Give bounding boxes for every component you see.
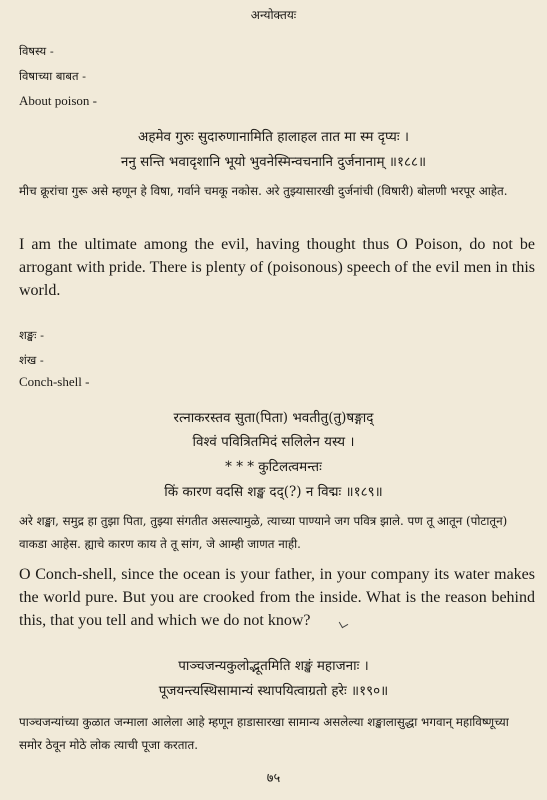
running-header: अन्योक्तयः — [250, 8, 297, 22]
label-marathi-poison: विषाच्या बाबत - — [19, 69, 87, 83]
verse-189-line-3: * * * कुटिलत्वमन्तः — [225, 459, 322, 475]
label-marathi-conch: शंख - — [19, 353, 44, 367]
label-sanskrit-conch: शङ्खः - — [19, 328, 44, 342]
verse-189-line-2: विश्वं पवित्रितमिदं सलिलेन यस्य । — [192, 434, 355, 450]
verse-188-line-1: अहमेव गुरुः सुदारुणानामिति हालाहल तात मा स्म दृप्यः । — [138, 129, 409, 145]
english-translation-188: I am the ultimate among the evil, having thought thus O Poison, do not be arrogant with pride. There is plenty of (poisonous) speech of the evil men in this world. — [19, 236, 535, 299]
verse-190-line-2: पूजयन्त्यस्थिसामान्यं स्थापयित्वाग्रतो हरेः ॥१९०॥ — [158, 683, 389, 699]
marathi-translation-188: मीच क्रूरांचा गुरू असे म्हणून हे विषा, गर्वाने चमकू नकोस. अरे तुझ्यासारखी दुर्जनांची (विषारी) बोलणी भरपूर आहेत. — [19, 184, 508, 198]
verse-189-line-4: किं कारण वदसि शङ्ख दद्(?) न विद्मः ॥१८९॥ — [164, 484, 383, 500]
marathi-translation-189: अरे शङ्खा, समुद्र हा तुझा पिता, तुझ्या संगतीत असल्यामुळे, त्याच्या पाण्याने जग पवित्र झाले. पण तू आतून (पोटातून) वाकडा आहेस. ह्याचे कारण काय ते तू सांग, जे आम्ही जाणत नाही. — [19, 514, 508, 551]
verse-188-line-2: ननु सन्ति भवादृशानि भूयो भुवनेस्मिन्वचनानि दुर्जनानाम् ॥१८८॥ — [120, 154, 427, 170]
label-english-poison: About poison - — [19, 93, 97, 108]
page-number: ७५ — [266, 771, 281, 786]
verse-190-line-1: पाञ्चजन्यकुलोद्भूतमिति शङ्खं महाजनाः । — [178, 658, 369, 674]
verse-189-line-1: रत्नाकरस्तव सुता(पिता) भवतीतु(तु)षङ्गाद् — [173, 410, 374, 426]
english-translation-189: O Conch-shell, since the ocean is your father, in your company its water makes the world pure. But you are crooked from the inside. What is the reason behind this, that you tell and which we do not know? — [19, 566, 535, 629]
label-english-conch: Conch-shell - — [19, 374, 90, 389]
marathi-translation-190: पाञ्चजन्यांच्या कुळात जन्माला आलेला आहे म्हणून हाडासारखा सामान्य असलेल्या शङ्खालासुद्धा भगवान् महाविष्णूच्या समोर ठेवून मोठे लोक त्याची पूजा करतात. — [19, 715, 509, 752]
label-sanskrit-poison: विषस्य - — [19, 44, 54, 58]
